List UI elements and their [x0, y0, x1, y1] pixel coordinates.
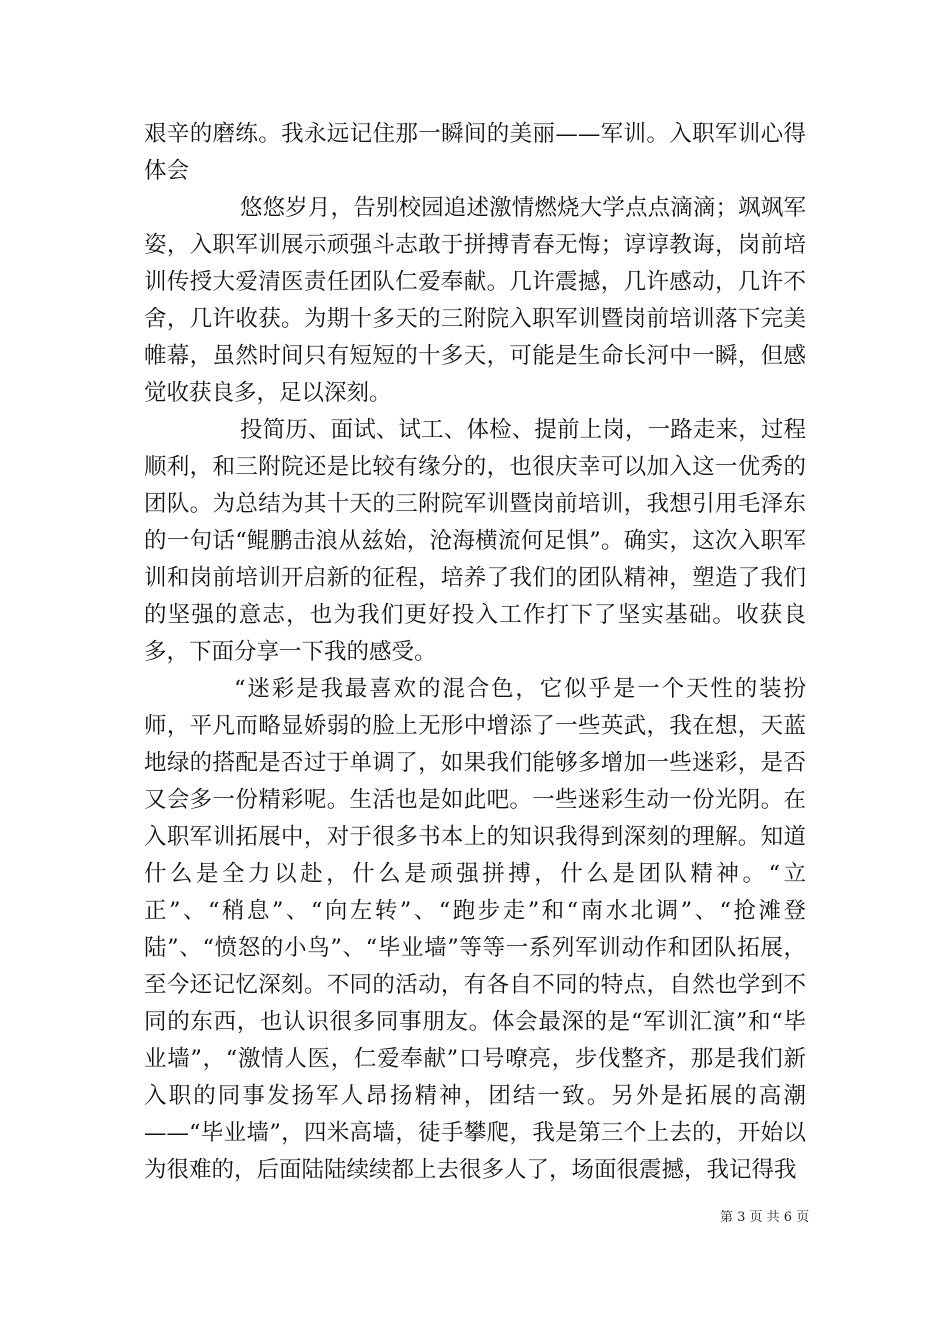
paragraph-3: 投简历、面试、试工、体检、提前上岗，一路走来，过程顺利，和三附院还是比较有缘分的，也很庆幸可以加入这一优秀的团队。为总结为其十天的三附院军训暨岗前培训，我想引用毛泽东的一句话“鲲鹏击浪从兹始，沧海横流何足惧”。确实，这次入职军训和岗前培训开启新的征程，培养了我们的团队精神，塑造了我们的坚强的意志，也为我们更好投入工作打下了坚实基础。收获良多，下面分享一下我的感受。 [144, 417, 806, 665]
paragraph-1: 艰辛的磨练。我永远记住那一瞬间的美丽——军训。入职军训心得体会 [144, 121, 806, 184]
paragraph-4: “迷彩是我最喜欢的混合色，它似乎是一个天性的装扮师，平凡而略显娇弱的脸上无形中增添了一些英武，我在想，天蓝地绿的搭配是否过于单调了，如果我们能够多增加一些迷彩，是否又会多一份精彩呢。生活也是如此吧。一些迷彩生动一份光阴。在入职军训拓展中，对于很多书本上的知识我得到深刻的理解。知道什么是全力以赴，什么是顽强拼搏，什么是团队精神。“立正”、“稍息”、“向左转”、“跑步走”和“南水北调”、“抢滩登陆”、“愤怒的小鸟”、“毕业墙”等等一系列军训动作和团队拓展，至今还记忆深刻。不同的活动，有各自不同的特点，自然也学到不同的东西，也认识很多同事朋友。体会最深的是“军训汇演”和“毕业墙”，“激情人医，仁爱奉献”口号嘹亮，步伐整齐，那是我们新入职的同事发扬军人昂扬精神，团结一致。另外是拓展的高潮——“毕业墙”，四米高墙，徒手攀爬，我是第三个上去的，开始以为很难的，后面陆陆续续都上去很多人了，场面很震撼，我记得我 [144, 676, 806, 1183]
paragraph-2: 悠悠岁月，告别校园追述激情燃烧大学点点滴滴；飒飒军姿，入职军训展示顽强斗志敢于拼搏青春无悔；谆谆教诲，岗前培训传授大爱清医责任团队仁爱奉献。几许震撼，几许感动，几许不舍，几许收获。为期十多天的三附院入职军训暨岗前培训落下完美帷幕，虽然时间只有短短的十多天，可能是生命长河中一瞬，但感觉收获良多，足以深刻。 [144, 195, 806, 406]
page-number-footer: 第 3 页 共 6 页 [720, 1210, 810, 1225]
document-body [144, 116, 806, 1189]
